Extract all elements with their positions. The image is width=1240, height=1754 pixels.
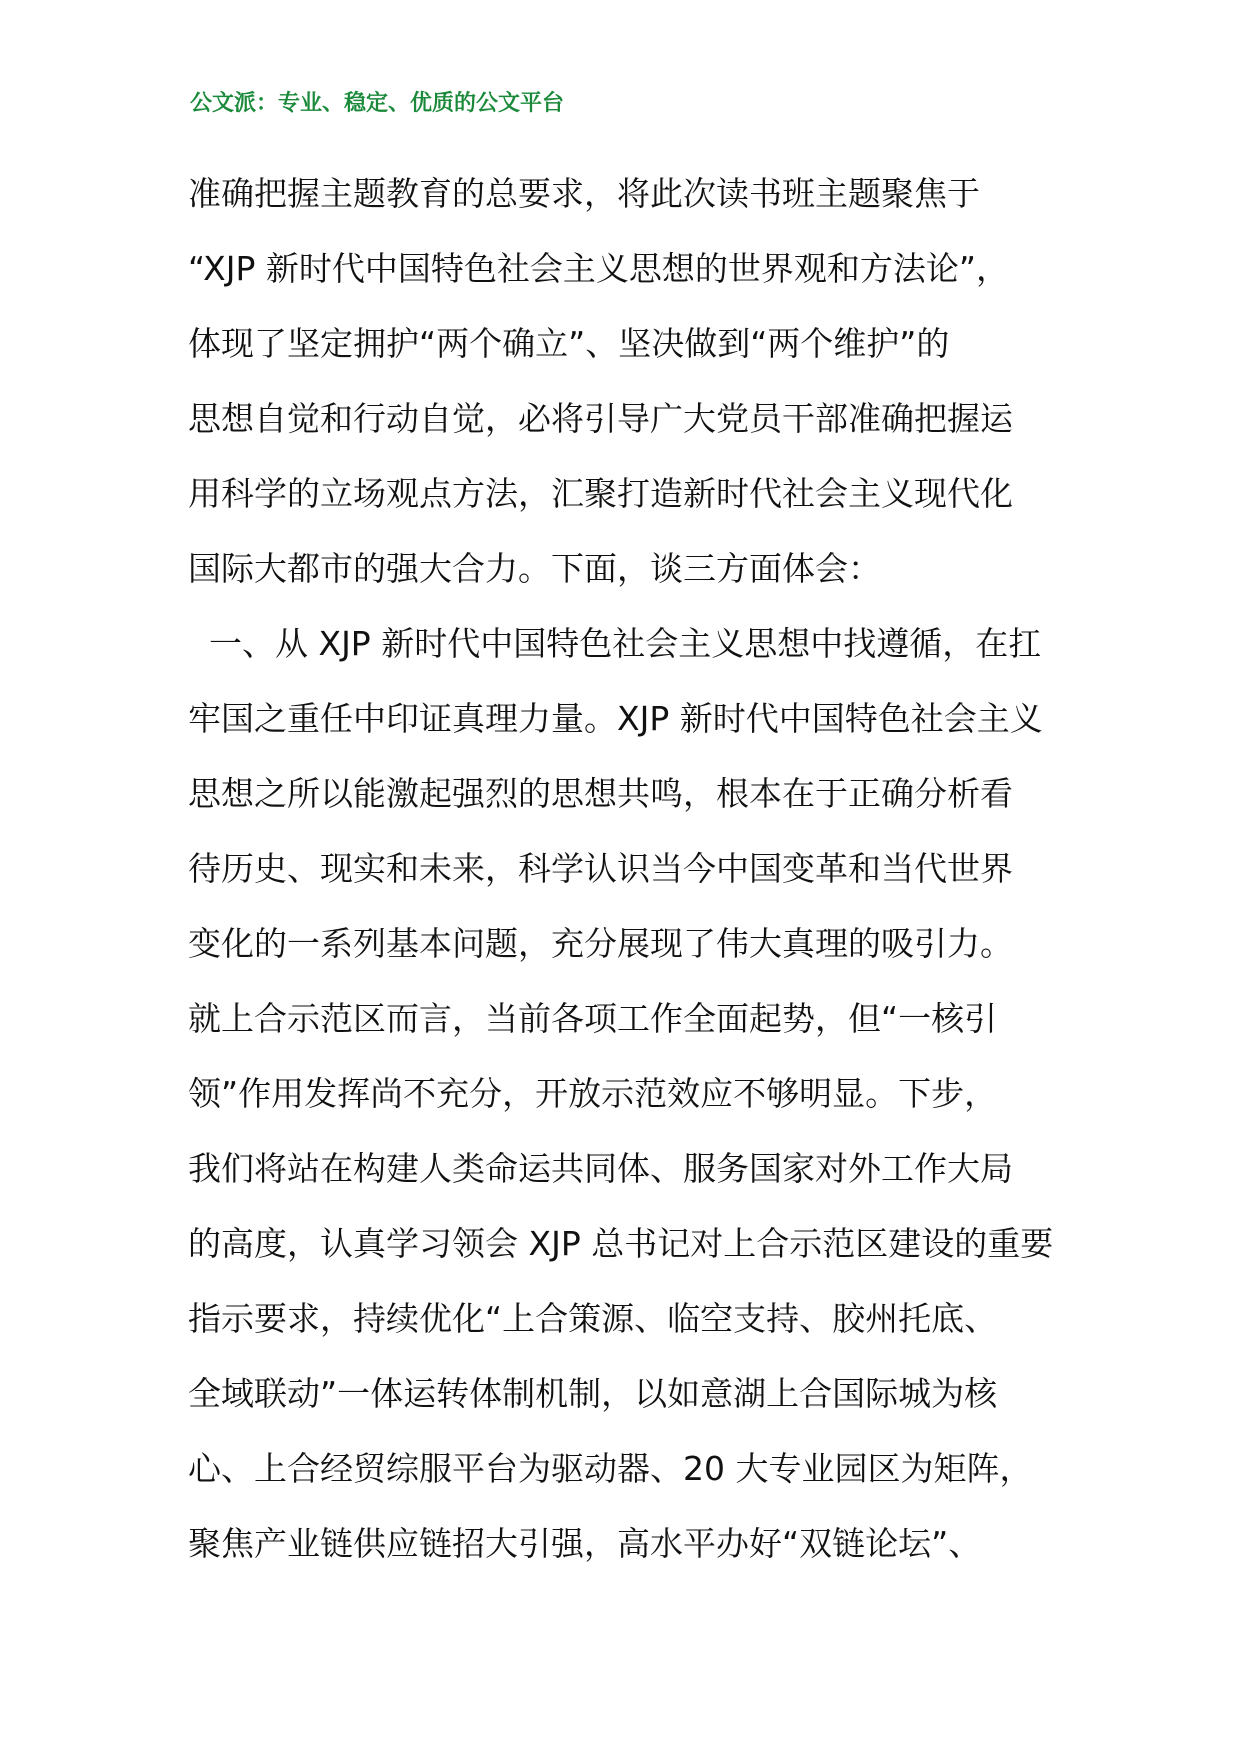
text-line: “XJP 新时代中国特色社会主义思想的世界观和方法论”， [188, 249, 1009, 288]
text-line: 心、上合经贸综服平台为驱动器、20 大专业园区为矩阵， [188, 1449, 1033, 1488]
text-line: 就上合示范区而言，当前各项工作全面起势，但“一核引 [188, 999, 998, 1038]
text-line: 用科学的立场观点方法，汇聚打造新时代社会主义现代化 [188, 474, 1013, 513]
text-line: 思想自觉和行动自觉，必将引导广大党员干部准确把握运 [188, 399, 1013, 438]
text-line: 聚焦产业链供应链招大引强，高水平办好“双链论坛”、 [188, 1524, 982, 1563]
text-line: 一、从 XJP 新时代中国特色社会主义思想中找遵循，在扛 [188, 624, 1042, 663]
text-line: 全域联动”一体运转体制机制，以如意湖上合国际城为核 [188, 1374, 998, 1413]
text-line: 思想之所以能激起强烈的思想共鸣，根本在于正确分析看 [188, 774, 1013, 813]
page-header: 公文派：专业、稳定、优质的公文平台 [190, 90, 565, 116]
text-line: 的高度，认真学习领会 XJP 总书记对上合示范区建设的重要 [188, 1224, 1054, 1263]
text-line: 待历史、现实和未来，科学认识当今中国变革和当代世界 [188, 849, 1013, 888]
text-line: 体现了坚定拥护“两个确立”、坚决做到“两个维护”的 [188, 324, 950, 363]
paragraph-section-one [188, 622, 1068, 1597]
text-line: 牢国之重任中印证真理力量。XJP 新时代中国特色社会主义 [188, 699, 1043, 738]
text-line: 变化的一系列基本问题，充分展现了伟大真理的吸引力。 [188, 924, 1013, 963]
text-line: 领”作用发挥尚不充分，开放示范效应不够明显。下步， [188, 1074, 998, 1113]
document-body [188, 172, 1068, 1597]
text-line: 准确把握主题教育的总要求，将此次读书班主题聚焦于 [188, 174, 980, 213]
text-line: 我们将站在构建人类命运共同体、服务国家对外工作大局 [188, 1149, 1013, 1188]
text-line: 指示要求，持续优化“上合策源、临空支持、胶州托底、 [188, 1299, 998, 1338]
text-line: 国际大都市的强大合力。下面，谈三方面体会： [188, 549, 881, 588]
paragraph-intro [188, 172, 1068, 622]
